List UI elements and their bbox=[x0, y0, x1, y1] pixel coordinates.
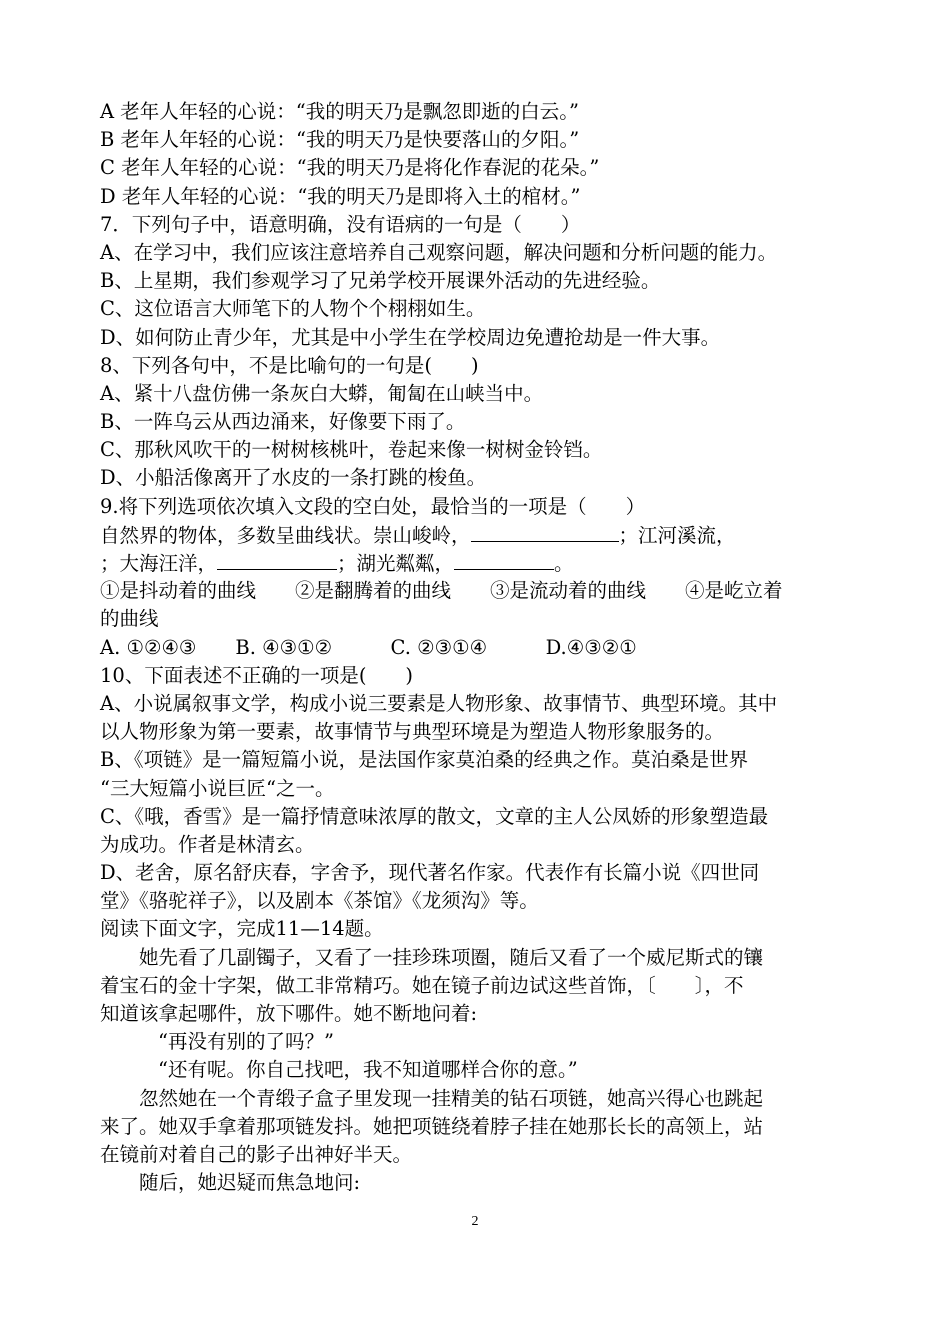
reading-paragraph-line: 在镜前对着自己的影子出神好半天。 bbox=[100, 1142, 413, 1166]
q10-line: 为成功。作者是林清玄。 bbox=[100, 832, 315, 856]
q9-question: 9.将下列选项依次填入文段的空白处，最恰当的一项是（ ） bbox=[100, 494, 646, 518]
q6-option-b: B 老年人年轻的心说：“我的明天乃是快要落山的夕阳。” bbox=[100, 128, 580, 152]
q9-passage-d: ；湖光粼粼， bbox=[337, 552, 455, 575]
q7-option-b: B、上星期，我们参观学习了兄弟学校开展课外活动的先进经验。 bbox=[100, 269, 661, 293]
q9-blank-1 bbox=[471, 521, 619, 542]
q6-option-d: D 老年人年轻的心说：“我的明天乃是即将入土的棺材。” bbox=[100, 184, 581, 208]
q10-line: A、小说属叙事文学，构成小说三要素是人物形象、故事情节、典型环境。其中 bbox=[100, 691, 778, 715]
q9-passage-c: ；大海汪洋， bbox=[100, 552, 218, 575]
q9-passage-e: 。 bbox=[554, 552, 574, 575]
q10-line: 以人物形象为第一要素，故事情节与典型环境是为塑造人物形象服务的。 bbox=[100, 720, 725, 744]
reading-dialogue: “还有呢。你自己找吧，我不知道哪样合你的意。” bbox=[158, 1058, 578, 1082]
q9-blank-3 bbox=[454, 549, 554, 570]
q10-line: 堂》《骆驼祥子》，以及剧本《茶馆》《龙须沟》等。 bbox=[100, 889, 539, 913]
q8-option-b: B、一阵乌云从西边涌来，好像要下雨了。 bbox=[100, 410, 466, 434]
q10-line: “三大短篇小说巨匠“之一。 bbox=[100, 776, 335, 800]
q9-items-line2: 的曲线 bbox=[100, 607, 159, 631]
q8-option-d: D、小船活像离开了水皮的一条打跳的梭鱼。 bbox=[100, 466, 487, 490]
reading-intro: 阅读下面文字，完成11—14题。 bbox=[100, 917, 384, 941]
reading-paragraph-line: 来了。她双手拿着那项链发抖。她把项链绕着脖子挂在她那长长的高领上，站 bbox=[100, 1114, 764, 1138]
reading-paragraph-line: 知道该拿起哪件，放下哪件。她不断地问着: bbox=[100, 1002, 478, 1025]
reading-paragraph-line: 随后，她迟疑而焦急地问: bbox=[139, 1171, 361, 1195]
page-number: 2 bbox=[471, 1214, 479, 1229]
q8-option-a: A、紧十八盘仿佛一条灰白大蟒，匍匐在山峡当中。 bbox=[100, 381, 544, 405]
q9-passage-line2 bbox=[100, 549, 860, 577]
q7-option-d: D、如何防止青少年，尤其是中小学生在学校周边免遭抢劫是一件大事。 bbox=[100, 325, 721, 349]
document-body bbox=[100, 98, 860, 1197]
q9-items-line1: ①是抖动着的曲线 ②是翻腾着的曲线 ③是流动着的曲线 ④是屹立着 bbox=[100, 579, 783, 603]
reading-paragraph-line: 着宝石的金十字架，做工非常精巧。她在镜子前边试这些首饰，〔 〕，不 bbox=[100, 973, 744, 997]
reading-dialogue: “再没有别的了吗？” bbox=[158, 1030, 334, 1054]
q10-line: B、《项链》是一篇短篇小说，是法国作家莫泊桑的经典之作。莫泊桑是世界 bbox=[100, 748, 749, 772]
q10-question: 10、下面表述不正确的一项是( ) bbox=[100, 663, 414, 687]
q9-choices: A. ①②④③ B. ④③①② C. ②③①④ D.④③②① bbox=[100, 635, 637, 659]
q9-passage-line1 bbox=[100, 521, 860, 549]
reading-paragraph-line: 她先看了几副镯子，又看了一挂珍珠项圈，随后又看了一个威尼斯式的镶 bbox=[139, 945, 764, 969]
q8-question: 8、下列各句中，不是比喻句的一句是( ) bbox=[100, 353, 479, 377]
q9-passage-b: ；江河溪流， bbox=[618, 523, 736, 547]
q9-passage-a: 自然界的物体，多数呈曲线状。崇山峻岭， bbox=[100, 523, 471, 547]
q7-question: 7．下列句子中，语意明确，没有语病的一句是（ ） bbox=[100, 212, 581, 236]
q10-line: D、老舍，原名舒庆春，字舍予，现代著名作家。代表作有长篇小说《四世同 bbox=[100, 861, 760, 885]
q8-option-c: C、那秋风吹干的一树树核桃叶，卷起来像一树树金铃铛。 bbox=[100, 438, 603, 462]
q7-option-c: C、这位语言大师笔下的人物个个栩栩如生。 bbox=[100, 297, 486, 321]
reading-paragraph-line: 忽然她在一个青缎子盒子里发现一挂精美的钻石项链，她高兴得心也跳起 bbox=[139, 1086, 764, 1110]
q7-option-a: A、在学习中，我们应该注意培养自己观察问题，解决问题和分析问题的能力。 bbox=[100, 240, 778, 264]
q9-blank-2 bbox=[217, 549, 337, 570]
q6-option-a: A 老年人年轻的心说：“我的明天乃是飘忽即逝的白云。” bbox=[100, 100, 579, 123]
q10-line: C、《哦，香雪》是一篇抒情意味浓厚的散文，文章的主人公凤娇的形象塑造最 bbox=[100, 804, 769, 828]
q6-option-c: C 老年人年轻的心说：“我的明天乃是将化作春泥的花朵。” bbox=[100, 156, 600, 180]
